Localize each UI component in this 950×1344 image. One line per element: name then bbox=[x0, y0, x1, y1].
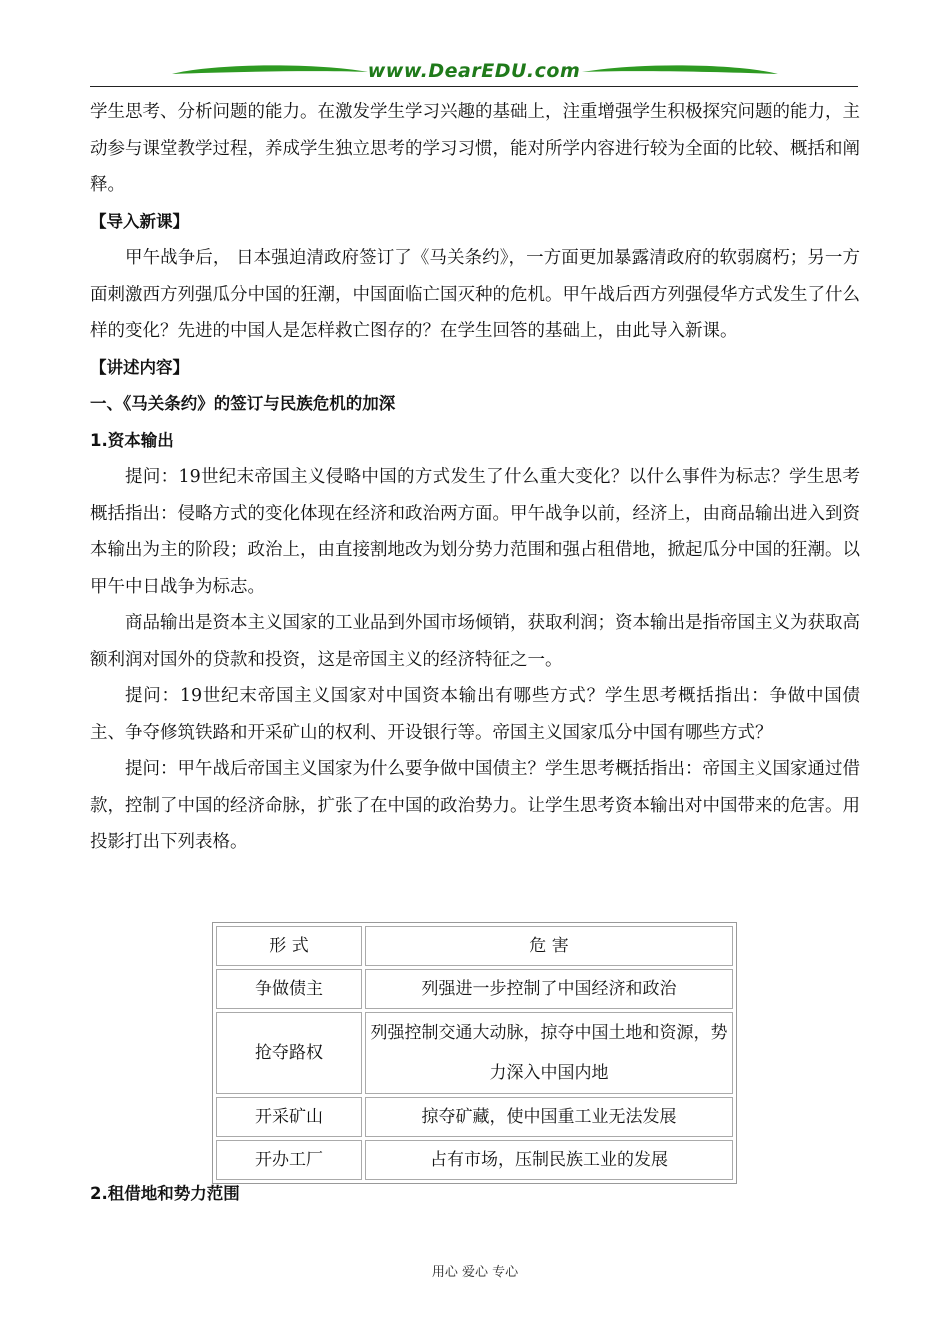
question-2: 提问：19世纪末帝国主义国家对中国资本输出有哪些方式？学生思考概括指出：争做中国债主、争夺修筑铁路和开采矿山的权利、开设银行等。帝国主义国家瓜分中国有哪些方式？ bbox=[90, 686, 860, 743]
table-row bbox=[216, 969, 733, 1009]
definition-paragraph: 商品输出是资本主义国家的工业品到外国市场倾销，获取利润；资本输出是指帝国主义为获取高额利润对国外的贷款和投资，这是帝国主义的经济特征之一。 bbox=[90, 613, 860, 670]
table-cell: 开采矿山 bbox=[216, 1097, 362, 1137]
table-header-row bbox=[216, 926, 733, 966]
page-footer: 用心 爱心 专心 bbox=[431, 1265, 519, 1280]
intro-continuation: 学生思考、分析问题的能力。在激发学生学习兴趣的基础上，注重增强学生积极探究问题的能力，主动参与课堂教学过程，养成学生独立思考的学习习惯，能对所学内容进行较为全面的比较、概括和阐释。 bbox=[90, 102, 860, 195]
table-cell: 抢夺路权 bbox=[216, 1012, 362, 1094]
table-cell: 占有市场，压制民族工业的发展 bbox=[365, 1140, 733, 1180]
table-header-harm: 危 害 bbox=[365, 926, 733, 966]
table-cell: 争做债主 bbox=[216, 969, 362, 1009]
table-cell: 开办工厂 bbox=[216, 1140, 362, 1180]
question-1: 提问：19世纪末帝国主义侵略中国的方式发生了什么重大变化？以什么事件为标志？学生思考概括指出：侵略方式的变化体现在经济和政治两方面。甲午战争以前，经济上，由商品输出进入到资本输出为主的阶段；政治上，由直接割地改为划分势力范围和强占租借地，掀起瓜分中国的狂潮。以甲午中日战争为标志。 bbox=[90, 467, 860, 597]
harm-table bbox=[212, 922, 737, 1184]
page-header bbox=[90, 52, 858, 92]
table-header-form: 形 式 bbox=[216, 926, 362, 966]
table-cell: 掠夺矿藏，使中国重工业无法发展 bbox=[365, 1097, 733, 1137]
section-content-title: 【讲述内容】 bbox=[90, 357, 189, 377]
table-cell: 列强进一步控制了中国经济和政治 bbox=[365, 969, 733, 1009]
heading-1-1: 1.资本输出 bbox=[90, 430, 174, 450]
table-row bbox=[216, 1012, 733, 1094]
heading-1-2: 2.租借地和势力范围 bbox=[90, 1184, 240, 1203]
header-divider bbox=[90, 86, 858, 87]
table-row bbox=[216, 1140, 733, 1180]
question-3: 提问：甲午战后帝国主义国家为什么要争做中国债主？学生思考概括指出：帝国主义国家通过借款，控制了中国的经济命脉，扩张了在中国的政治势力。让学生思考资本输出对中国带来的危害。用投影打出下列表格。 bbox=[90, 759, 860, 852]
site-logo[interactable]: www.DearEDU.com bbox=[367, 60, 581, 82]
heading-1: 一、《马关条约》的签订与民族危机的加深 bbox=[90, 394, 396, 413]
table-row bbox=[216, 1097, 733, 1137]
document-body bbox=[90, 94, 860, 861]
section-intro-title: 【导入新课】 bbox=[90, 211, 189, 231]
table-cell: 列强控制交通大动脉，掠夺中国土地和资源，势力深入中国内地 bbox=[365, 1012, 733, 1094]
intro-body: 甲午战争后， 日本强迫清政府签订了《马关条约》，一方面更加暴露清政府的软弱腐朽；另一方面刺激西方列强瓜分中国的狂潮，中国面临亡国灭种的危机。甲午战后西方列强侵华方式发生了什么样的变化？先进的中国人是怎样救亡图存的？在学生回答的基础上，由此导入新课。 bbox=[90, 248, 860, 341]
